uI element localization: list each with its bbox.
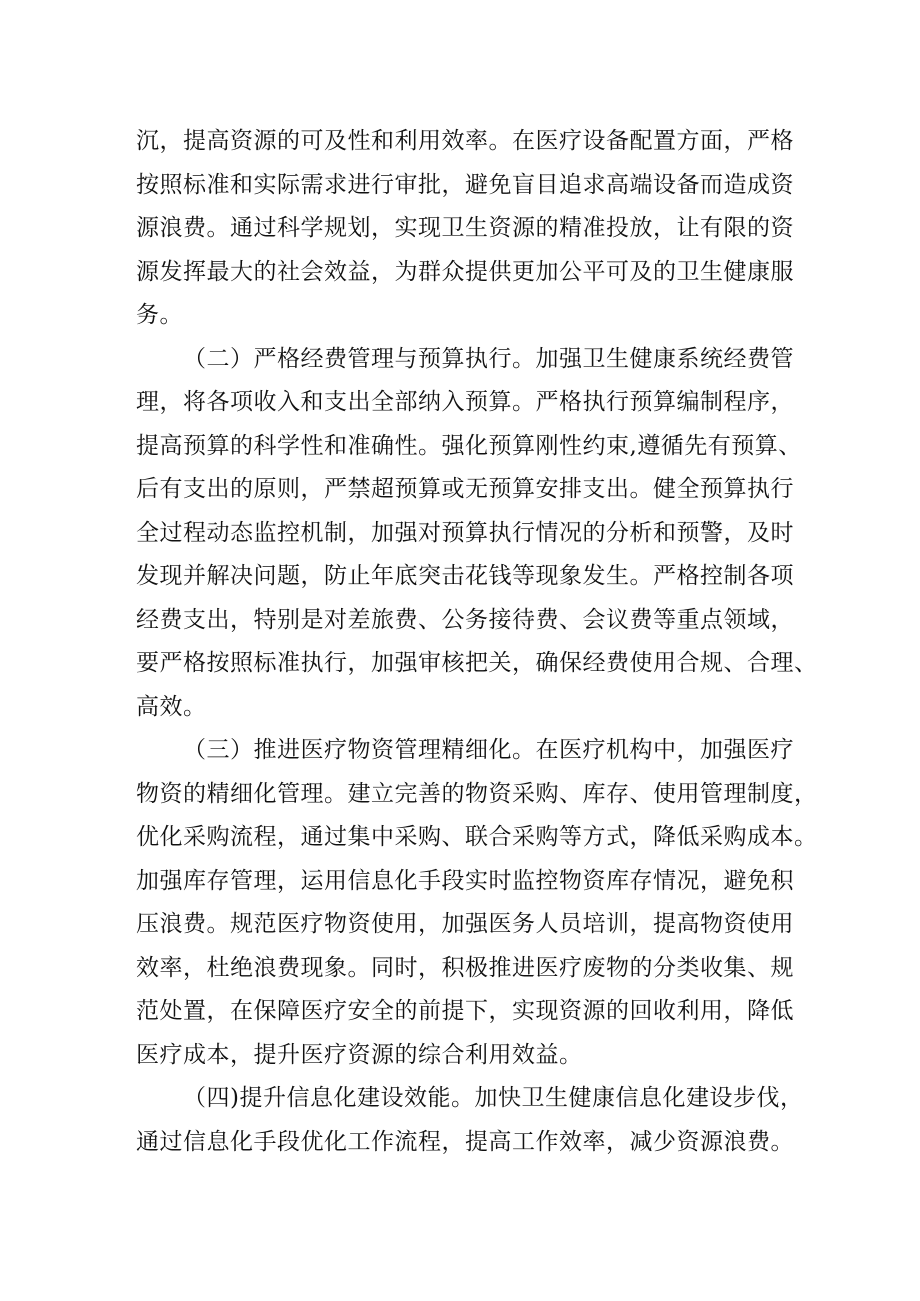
text-line: 范处置，在保障医疗安全的前提下，实现资源的回收利用，降低 [136, 998, 794, 1024]
text-line: 源发挥最大的社会效益，为群众提供更加公平可及的卫生健康服 [136, 259, 794, 285]
text-line: 沉，提高资源的可及性和利用效率。在医疗设备配置方面，严格 [136, 128, 794, 154]
text-line: 全过程动态监控机制，加强对预算执行情况的分析和预警，及时 [136, 520, 794, 546]
text-line: 效率，杜绝浪费现象。同时，积极推进医疗废物的分类收集、规 [136, 955, 794, 981]
section-heading-3: （三）推进医疗物资管理精细化。在医疗机构中，加强医疗 [183, 737, 794, 763]
text-line: 压浪费。规范医疗物资使用，加强医务人员培训，提高物资使用 [136, 911, 794, 937]
text-line: 源浪费。通过科学规划，实现卫生资源的精准投放，让有限的资 [136, 215, 794, 241]
text-line: 物资的精细化管理。建立完善的物资采购、库存、使用管理制度， [136, 781, 818, 807]
text-line: 理，将各项收入和支出全部纳入预算。严格执行预算编制程序， [136, 389, 794, 415]
text-line: 通过信息化手段优化工作流程，提高工作效率，减少资源浪费。 [136, 1129, 794, 1155]
text-line: 高效。 [136, 694, 207, 720]
text-line: 后有支出的原则，严禁超预算或无预算安排支出。健全预算执行 [136, 476, 794, 502]
text-line: 经费支出，特别是对差旅费、公务接待费、会议费等重点领域， [136, 607, 794, 633]
text-line: 提高预算的科学性和准确性。强化预算刚性约束,遵循先有预算、 [136, 433, 802, 459]
text-line: 发现并解决问题，防止年底突击花钱等现象发生。严格控制各项 [136, 563, 794, 589]
text-line: 要严格按照标准执行，加强审核把关，确保经费使用合规、合理、 [136, 650, 818, 676]
text-line: 务。 [136, 302, 183, 328]
section-heading-4: （四)提升信息化建设效能。加快卫生健康信息化建设步伐， [183, 1085, 804, 1111]
text-line: 加强库存管理，运用信息化手段实时监控物资库存情况，避免积 [136, 868, 794, 894]
text-line: 医疗成本，提升医疗资源的综合利用效益。 [136, 1042, 583, 1068]
section-heading-2: （二）严格经费管理与预算执行。加强卫生健康系统经费管 [183, 346, 794, 372]
text-line: 优化采购流程，通过集中采购、联合采购等方式，降低采购成本。 [136, 824, 818, 850]
text-line: 按照标准和实际需求进行审批，避免盲目追求高端设备而造成资 [136, 172, 794, 198]
